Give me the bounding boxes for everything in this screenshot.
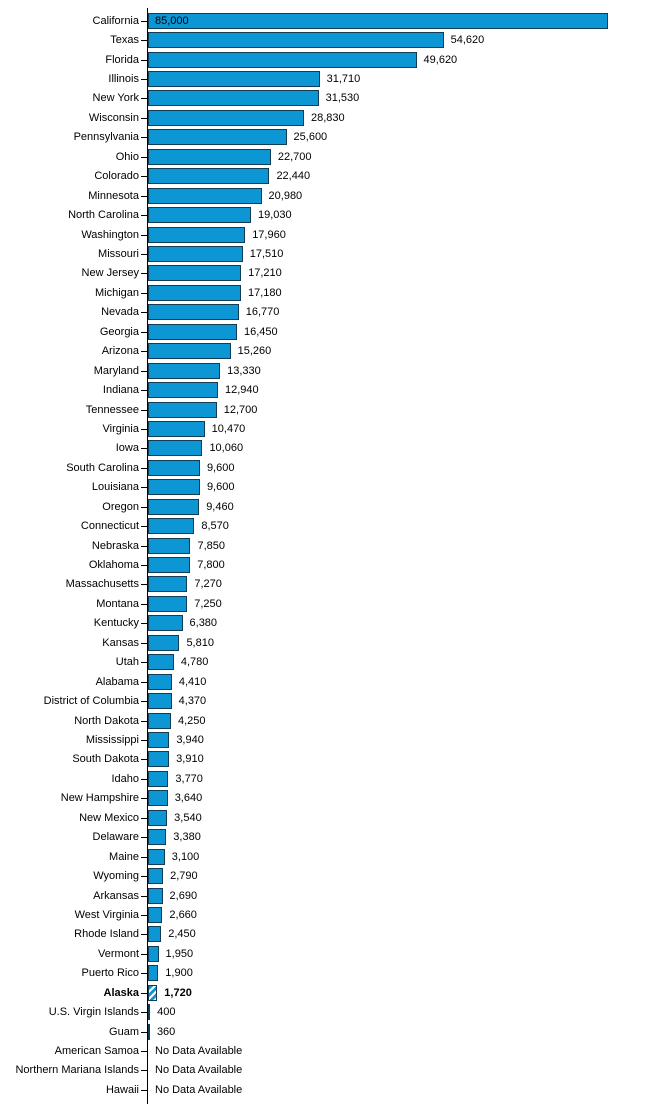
- category-label: New Hampshire: [60, 792, 139, 805]
- bar: [148, 907, 162, 923]
- axis-tick: [141, 740, 147, 741]
- category-label: Alabama: [95, 675, 139, 688]
- category-label: New York: [92, 92, 139, 105]
- axis-tick: [141, 546, 147, 547]
- chart-row: [0, 614, 650, 633]
- chart-row: [0, 575, 650, 594]
- value-label: 1,950: [165, 947, 194, 960]
- category-label: Virginia: [102, 422, 139, 435]
- bar: [148, 965, 158, 981]
- chart-row: [0, 264, 650, 283]
- chart-row: [0, 750, 650, 769]
- chart-row: [0, 439, 650, 458]
- bar: [148, 304, 239, 320]
- bar: [148, 440, 202, 456]
- value-label: 9,460: [206, 500, 234, 513]
- bar: [148, 518, 194, 534]
- category-label: Nevada: [101, 306, 139, 319]
- value-label: 1,720: [164, 986, 192, 999]
- bar: [148, 1004, 150, 1020]
- value-label: 2,450: [168, 928, 196, 941]
- category-label: Puerto Rico: [81, 967, 139, 980]
- value-label: 22,440: [276, 170, 311, 183]
- chart-row: [0, 1080, 650, 1099]
- category-label: Northern Mariana Islands: [15, 1064, 139, 1077]
- category-label: Delaware: [92, 831, 139, 844]
- value-label: 10,060: [209, 442, 244, 455]
- axis-tick: [141, 876, 147, 877]
- axis-tick: [141, 993, 147, 994]
- category-label: Rhode Island: [74, 928, 139, 941]
- axis-tick: [141, 682, 147, 683]
- category-label: Wyoming: [93, 870, 139, 883]
- chart-row: [0, 944, 650, 963]
- chart-row: [0, 633, 650, 652]
- chart-row: [0, 964, 650, 983]
- axis-tick: [141, 565, 147, 566]
- bar-highlighted: [148, 985, 157, 1001]
- value-label: 8,570: [201, 520, 229, 533]
- bar: [148, 732, 169, 748]
- chart-row: [0, 341, 650, 360]
- category-label: Mississippi: [85, 733, 139, 746]
- axis-tick: [141, 915, 147, 916]
- value-label: 7,270: [194, 578, 222, 591]
- value-label: 10,470: [211, 422, 246, 435]
- category-label: District of Columbia: [43, 695, 139, 708]
- bar: [148, 168, 269, 184]
- chart-row: [0, 419, 650, 438]
- value-label: 12,940: [225, 384, 259, 397]
- axis-tick: [141, 1090, 147, 1091]
- bar: [148, 324, 237, 340]
- bar: [148, 227, 245, 243]
- value-label: 19,030: [257, 209, 292, 222]
- axis-tick: [141, 98, 147, 99]
- value-label: 17,210: [248, 267, 282, 280]
- value-label: 2,690: [169, 889, 198, 902]
- chart-row: [0, 167, 650, 186]
- bar: [148, 713, 171, 729]
- chart-row: [0, 730, 650, 749]
- axis-tick: [141, 235, 147, 236]
- category-label: Arkansas: [93, 889, 139, 902]
- category-label: Montana: [96, 597, 139, 610]
- value-label: 9,600: [206, 481, 235, 494]
- bar: [148, 52, 417, 68]
- value-label: 2,660: [169, 908, 197, 921]
- bar: [148, 635, 179, 651]
- axis-tick: [141, 468, 147, 469]
- category-label: Iowa: [115, 442, 139, 455]
- chart-row: [0, 594, 650, 613]
- value-label: 49,620: [423, 53, 458, 66]
- chart-row: [0, 400, 650, 419]
- axis-tick: [141, 1032, 147, 1033]
- value-label: 4,370: [178, 695, 207, 708]
- value-label: 2,790: [170, 870, 198, 883]
- category-label: Oregon: [102, 500, 139, 513]
- value-label: 15,260: [237, 345, 272, 358]
- category-label: Washington: [81, 228, 139, 241]
- axis-tick: [141, 526, 147, 527]
- axis-tick: [141, 623, 147, 624]
- axis-tick: [141, 954, 147, 955]
- axis-tick: [141, 973, 147, 974]
- axis-tick: [141, 857, 147, 858]
- bar: [148, 382, 218, 398]
- axis-tick: [141, 662, 147, 663]
- value-label: 13,330: [227, 364, 261, 377]
- category-label: Michigan: [94, 286, 139, 299]
- value-label: 54,620: [450, 34, 485, 47]
- value-label: 4,410: [178, 675, 207, 688]
- axis-tick: [141, 118, 147, 119]
- bar: [148, 829, 166, 845]
- bar: [148, 71, 320, 87]
- bar: [148, 946, 159, 962]
- chart-row: [0, 789, 650, 808]
- bar: [148, 343, 231, 359]
- category-label: Kentucky: [93, 617, 139, 630]
- bar: [148, 13, 608, 29]
- value-label: 20,980: [268, 189, 303, 202]
- axis-tick: [141, 934, 147, 935]
- chart-row: [0, 283, 650, 302]
- axis-tick: [141, 21, 147, 22]
- chart-row: [0, 11, 650, 30]
- bar: [148, 790, 168, 806]
- chart-row: [0, 1041, 650, 1060]
- category-label: Hawaii: [105, 1083, 139, 1096]
- value-label: 360: [156, 1025, 176, 1038]
- chart-row: [0, 1022, 650, 1041]
- bar: [148, 693, 172, 709]
- bar: [148, 265, 241, 281]
- category-label: Wisconsin: [88, 111, 139, 124]
- bar: [148, 596, 187, 612]
- axis-tick: [141, 157, 147, 158]
- axis-tick: [141, 584, 147, 585]
- chart-row: [0, 478, 650, 497]
- category-label: Tennessee: [85, 403, 139, 416]
- bar: [148, 460, 200, 476]
- axis-tick: [141, 273, 147, 274]
- chart-row: [0, 147, 650, 166]
- chart-row: [0, 303, 650, 322]
- bar: [148, 129, 287, 145]
- chart-row: [0, 925, 650, 944]
- bar: [148, 849, 165, 865]
- axis-tick: [141, 215, 147, 216]
- bar: [148, 207, 251, 223]
- bar: [148, 188, 262, 204]
- bar: [148, 810, 167, 826]
- bar: [148, 32, 444, 48]
- value-label: 85,000: [155, 14, 189, 27]
- chart-row: [0, 516, 650, 535]
- chart-row: [0, 30, 650, 49]
- chart-row: [0, 50, 650, 69]
- bar: [148, 363, 220, 379]
- value-label: 22,700: [277, 150, 312, 163]
- chart-row: [0, 458, 650, 477]
- value-label: 12,700: [223, 403, 258, 416]
- chart-row: [0, 244, 650, 263]
- category-label: Idaho: [111, 772, 139, 785]
- category-label: New Mexico: [79, 811, 139, 824]
- axis-tick: [141, 410, 147, 411]
- value-label: 4,250: [178, 714, 206, 727]
- category-label: California: [92, 14, 139, 27]
- category-label: Maine: [109, 850, 139, 863]
- bar: [148, 926, 161, 942]
- axis-tick: [141, 1070, 147, 1071]
- value-label: 3,770: [175, 772, 203, 785]
- value-label: 31,530: [325, 92, 360, 105]
- chart-row: [0, 380, 650, 399]
- bar: [148, 538, 190, 554]
- category-label: Oklahoma: [88, 559, 139, 572]
- bar: [148, 771, 168, 787]
- value-label: 5,810: [186, 636, 214, 649]
- value-label: 6,380: [189, 617, 218, 630]
- bar: [148, 557, 190, 573]
- axis-tick: [141, 701, 147, 702]
- category-label: Kansas: [102, 636, 139, 649]
- value-label: 1,900: [165, 967, 193, 980]
- no-data-label: No Data Available: [155, 1064, 243, 1077]
- no-data-label: No Data Available: [155, 1083, 243, 1096]
- category-label: Indiana: [102, 384, 139, 397]
- category-label: South Dakota: [72, 753, 139, 766]
- category-label: Arizona: [101, 345, 139, 358]
- chart-row: [0, 186, 650, 205]
- category-label: Georgia: [99, 325, 139, 338]
- axis-tick: [141, 818, 147, 819]
- axis-tick: [141, 79, 147, 80]
- axis-tick: [141, 896, 147, 897]
- bar: [148, 654, 174, 670]
- category-label: North Dakota: [74, 714, 139, 727]
- chart-row: [0, 847, 650, 866]
- chart-row: [0, 89, 650, 108]
- category-label: West Virginia: [74, 908, 139, 921]
- axis-tick: [141, 487, 147, 488]
- chart-row: [0, 69, 650, 88]
- category-label: Massachusetts: [65, 578, 139, 591]
- chart-row: [0, 536, 650, 555]
- chart-row: [0, 322, 650, 341]
- value-label: 3,100: [171, 850, 200, 863]
- axis-tick: [141, 390, 147, 391]
- axis-tick: [141, 60, 147, 61]
- chart-row: [0, 905, 650, 924]
- bar: [148, 110, 304, 126]
- category-label: Missouri: [98, 247, 139, 260]
- value-label: 3,380: [173, 831, 201, 844]
- no-data-label: No Data Available: [155, 1045, 243, 1058]
- axis-tick: [141, 176, 147, 177]
- axis-tick: [141, 779, 147, 780]
- value-label: 16,770: [245, 306, 280, 319]
- value-label: 400: [157, 1006, 176, 1019]
- bar: [148, 90, 319, 106]
- value-label: 3,540: [174, 811, 202, 824]
- axis-tick: [141, 254, 147, 255]
- axis-tick: [141, 798, 147, 799]
- axis-tick: [141, 1051, 147, 1052]
- category-label: Maryland: [93, 364, 139, 377]
- value-label: 17,180: [247, 286, 282, 299]
- chart-row: [0, 1061, 650, 1080]
- value-label: 9,600: [206, 461, 235, 474]
- bar: [148, 1024, 150, 1040]
- axis-tick: [141, 293, 147, 294]
- bar: [148, 499, 199, 515]
- category-label: New Jersey: [81, 267, 139, 280]
- chart-row: [0, 886, 650, 905]
- bar: [148, 246, 243, 262]
- value-label: 16,450: [244, 325, 278, 338]
- axis-tick: [141, 312, 147, 313]
- value-label: 7,250: [194, 597, 222, 610]
- value-label: 3,940: [176, 733, 204, 746]
- axis-tick: [141, 759, 147, 760]
- axis-tick: [141, 137, 147, 138]
- value-label: 17,960: [252, 228, 286, 241]
- bar: [148, 149, 271, 165]
- chart-row: [0, 555, 650, 574]
- axis-tick: [141, 196, 147, 197]
- category-label: Guam: [109, 1025, 139, 1038]
- axis-tick: [141, 332, 147, 333]
- value-label: 7,800: [197, 559, 225, 572]
- bar: [148, 285, 241, 301]
- category-label: Colorado: [94, 170, 139, 183]
- axis-tick: [141, 429, 147, 430]
- value-label: 7,850: [197, 539, 225, 552]
- axis-tick: [141, 837, 147, 838]
- bar: [148, 888, 163, 904]
- axis-tick: [141, 604, 147, 605]
- bar: [148, 402, 217, 418]
- category-label: Connecticut: [80, 520, 139, 533]
- chart-row: [0, 361, 650, 380]
- category-label: South Carolina: [66, 461, 139, 474]
- chart-row: [0, 108, 650, 127]
- chart-row: [0, 672, 650, 691]
- chart-row: [0, 691, 650, 710]
- value-label: 3,910: [176, 753, 204, 766]
- category-label: Ohio: [115, 150, 139, 163]
- bar: [148, 615, 183, 631]
- category-label: Florida: [105, 53, 139, 66]
- bar: [148, 751, 169, 767]
- chart-row: [0, 205, 650, 224]
- category-label: North Carolina: [68, 209, 139, 222]
- value-label: 31,710: [326, 73, 361, 86]
- chart-row: [0, 808, 650, 827]
- chart-row: [0, 866, 650, 885]
- value-label: 4,780: [180, 656, 209, 669]
- value-label: 17,510: [249, 247, 284, 260]
- bar: [148, 421, 205, 437]
- chart-row: [0, 497, 650, 516]
- axis-tick: [141, 371, 147, 372]
- category-label: Louisiana: [91, 481, 139, 494]
- bar: [148, 479, 200, 495]
- category-label: Utah: [115, 656, 139, 669]
- category-label: Vermont: [98, 947, 139, 960]
- bar: [148, 868, 163, 884]
- chart-row: [0, 653, 650, 672]
- chart-row: [0, 711, 650, 730]
- category-label: Alaska: [103, 986, 139, 999]
- bar: [148, 576, 187, 592]
- axis-tick: [141, 1012, 147, 1013]
- chart-row: [0, 225, 650, 244]
- axis-tick: [141, 507, 147, 508]
- category-label: Illinois: [108, 73, 139, 86]
- chart-row: [0, 769, 650, 788]
- chart-row: [0, 128, 650, 147]
- value-label: 3,640: [174, 792, 203, 805]
- category-label: U.S. Virgin Islands: [48, 1006, 139, 1019]
- bar: [148, 674, 172, 690]
- value-label: 28,830: [311, 111, 345, 124]
- category-label: Texas: [110, 34, 139, 47]
- chart-row: [0, 983, 650, 1002]
- axis-tick: [141, 40, 147, 41]
- category-label: Minnesota: [88, 189, 139, 202]
- value-label: 25,600: [293, 131, 328, 144]
- axis-tick: [141, 643, 147, 644]
- axis-tick: [141, 448, 147, 449]
- axis-tick: [141, 351, 147, 352]
- category-label: Nebraska: [91, 539, 139, 552]
- chart-row: [0, 1002, 650, 1021]
- category-label: American Samoa: [54, 1045, 139, 1058]
- axis-tick: [141, 721, 147, 722]
- chart-row: [0, 827, 650, 846]
- category-label: Pennsylvania: [73, 131, 139, 144]
